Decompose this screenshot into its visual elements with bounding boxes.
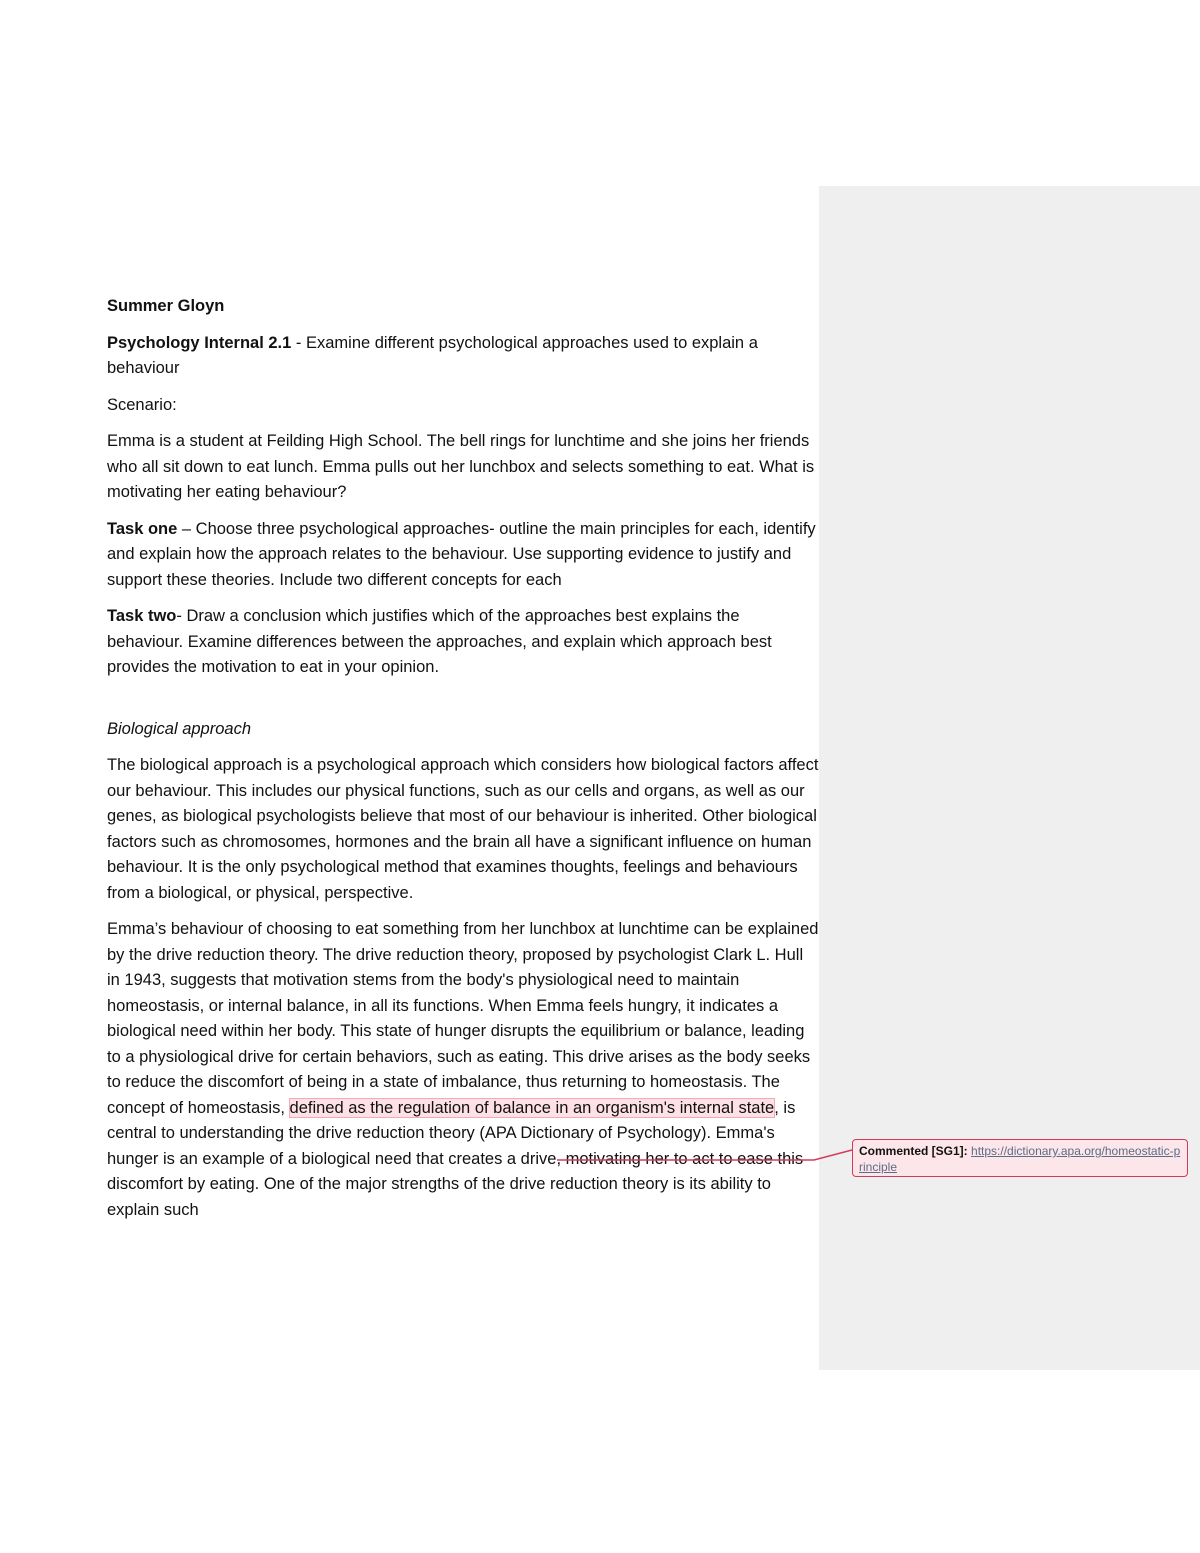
- assignment-heading: [107, 331, 819, 382]
- empty-line: [107, 692, 819, 717]
- paragraph-drive-reduction: [107, 917, 819, 1223]
- comment-balloon[interactable]: [852, 1139, 1188, 1177]
- paragraph-biological-intro: The biological approach is a psychological approach which considers how biological factors affect our behaviour. This includes our physical functions, such as our cells and organs, as well as our genes, as biological psychologists believe that most of our behaviour is inherited. Other biological factors such as chromosomes, hormones and the brain all have a significant influence on human behaviour. It is the only psychological method that examines thoughts, feelings and behaviours from a biological, or physical, perspective.: [107, 756, 819, 902]
- paragraph-text-after: , is central to understanding the drive reduction theory (APA Dictionary of Psychology). Emma's hunger is an example of a biological need that creates a drive, motivating her to act to ease this discomfort by eating. One of the major strengths of the drive reduction theory is its ability to explain such: [107, 1098, 804, 1219]
- paragraph-text-before: Emma’s behaviour of choosing to eat something from her lunchbox at lunchtime can be explained by the drive reduction theory. The drive reduction theory, proposed by psychologist Clark L. Hull in 1943, suggests that motivation stems from the body's physiological need to maintain homeostasis, or internal balance, in all its functions. When Emma feels hungry, it indicates a biological need within her body. This state of hunger disrupts the equilibrium or balance, leading to a physiological drive for certain behaviors, such as eating. This drive arises as the body seeks to reduce the discomfort of being in a state of imbalance, thus returning to homeostasis. The concept of homeostasis,: [107, 920, 819, 1117]
- scenario-label: Scenario:: [107, 395, 177, 414]
- heading-bold: Psychology Internal 2.1: [107, 333, 292, 352]
- section-title: Biological approach: [107, 719, 252, 738]
- task-two: [107, 604, 819, 681]
- comment-link[interactable]: https://dictionary.apa.org/homeostatic-principle: [859, 1144, 1181, 1174]
- heading-rest: - Examine different psychological approaches used to explain a behaviour: [107, 333, 758, 377]
- comment-pane: [819, 186, 1200, 1370]
- document-body: [107, 294, 819, 1234]
- task-two-label: Task two: [107, 607, 177, 625]
- author-name: Summer Gloyn: [107, 297, 225, 315]
- task-two-text: - Draw a conclusion which justifies which of the approaches best explains the behaviour. Examine differences between the approaches, and explain which approach best provides the motivation to eat in your opinion.: [107, 607, 772, 676]
- scenario-text: Emma is a student at Feilding High School. The bell rings for lunchtime and she joins her friends who all sit down to eat lunch. Emma pulls out her lunchbox and selects something to eat. What is motivating her eating behaviour?: [107, 432, 815, 501]
- commented-text-highlight[interactable]: defined as the regulation of balance in an organism's internal state: [289, 1098, 775, 1117]
- task-one-text: – Choose three psychological approaches- outline the main principles for each, identify and explain how the approach relates to the behaviour. Use supporting evidence to justify and support these theories. Include two different concepts for each: [107, 519, 816, 589]
- comment-author: Commented [SG1]:: [859, 1144, 968, 1158]
- task-one: [107, 517, 819, 594]
- task-one-label: Task one: [107, 519, 178, 538]
